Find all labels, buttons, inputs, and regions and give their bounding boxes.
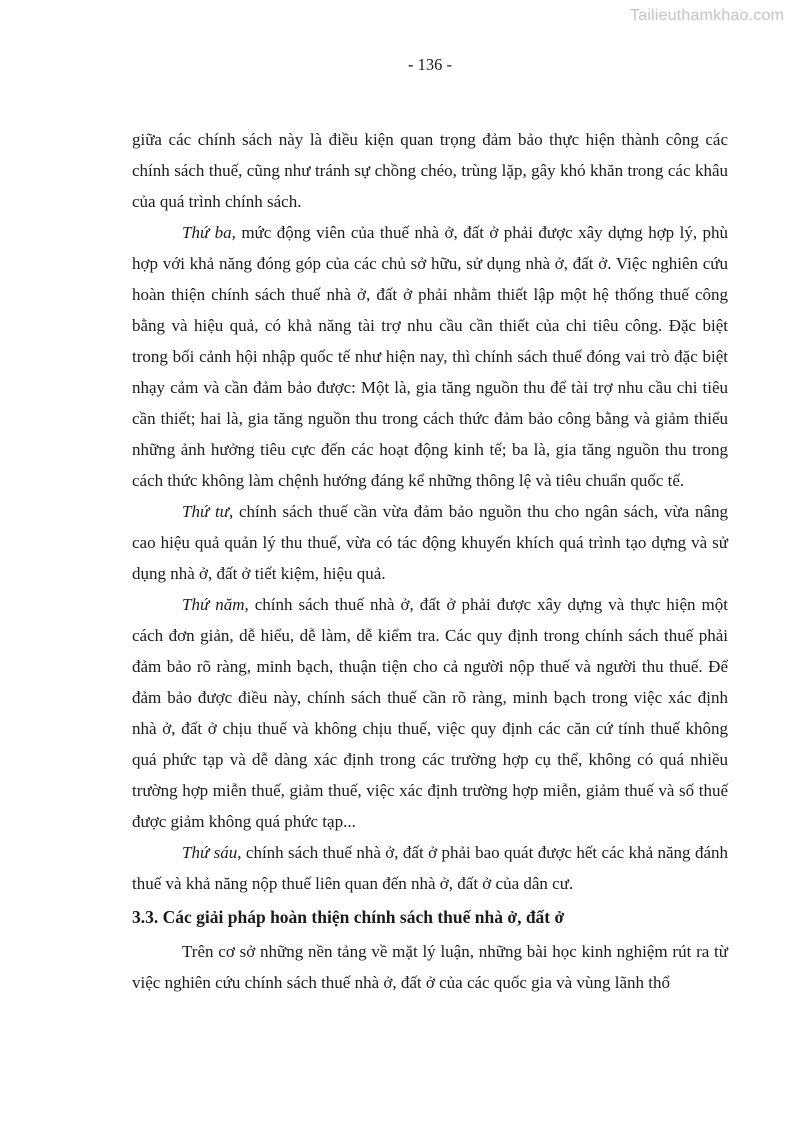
paragraph-lead-italic: Thứ tư, bbox=[182, 502, 234, 521]
page-number: - 136 - bbox=[408, 55, 452, 74]
paragraph-thu-ba bbox=[132, 217, 728, 496]
paragraph-thu-tu bbox=[132, 496, 728, 589]
paragraph-thu-sau bbox=[132, 837, 728, 899]
paragraph-text: chính sách thuế nhà ở, đất ở phải bao quát được hết các khả năng đánh thuế và khả năng nộp thuế liên quan đến nhà ở, đất ở của dân cư. bbox=[132, 843, 728, 893]
paragraph-text: giữa các chính sách này là điều kiện quan trọng đảm bảo thực hiện thành công các chính sách thuế, cũng như tránh sự chồng chéo, trùng lặp, gây khó khăn trong các khâu của quá trình chính sách. bbox=[132, 130, 728, 211]
paragraph-text: mức động viên của thuế nhà ở, đất ở phải được xây dựng hợp lý, phù hợp với khả năng đóng góp của các chủ sở hữu, sử dụng nhà ở, đất ở. Việc nghiên cứu hoàn thiện chính sách thuế nhà ở, đất ở phải nhằm thiết lập một hệ thống thuế công bằng và hiệu quả, có khả năng tài trợ nhu cầu cần thiết của chi tiêu công. Đặc biệt trong bối cảnh hội nhập quốc tế như hiện nay, thì chính sách thuế đóng vai trò đặc biệt nhạy cảm và cần đảm bảo được: Một là, gia tăng nguồn thu để tài trợ nhu cầu chi tiêu cần thiết; hai là, gia tăng nguồn thu trong cách thức đảm bảo công bằng và giảm thiểu những ảnh hưởng tiêu cực đến các hoạt động kinh tế; ba là, gia tăng nguồn thu trong cách thức không làm chệnh hướng đáng kể những thông lệ và tiêu chuẩn quốc tế. bbox=[132, 223, 728, 490]
paragraph-text: Trên cơ sở những nền tảng về mặt lý luận, những bài học kinh nghiệm rút ra từ việc nghiên cứu chính sách thuế nhà ở, đất ở của các quốc gia và vùng lãnh thổ bbox=[132, 942, 728, 992]
paragraph-continuation bbox=[132, 124, 728, 217]
paragraph-closing bbox=[132, 936, 728, 998]
paragraph-lead-italic: Thứ ba, bbox=[182, 223, 236, 242]
section-heading-3-3: 3.3. Các giải pháp hoàn thiện chính sách thuế nhà ở, đất ở bbox=[132, 907, 565, 927]
site-watermark: Tailieuthamkhao.com bbox=[629, 7, 784, 24]
paragraph-thu-nam bbox=[132, 589, 728, 837]
page-body bbox=[132, 124, 728, 998]
paragraph-lead-italic: Thứ sáu, bbox=[182, 843, 242, 862]
paragraph-text: chính sách thuế nhà ở, đất ở phải được xây dựng và thực hiện một cách đơn giản, dễ hiểu, dễ làm, dễ kiểm tra. Các quy định trong chính sách thuế phải đảm bảo rõ ràng, minh bạch, thuận tiện cho cả người nộp thuế và người thu thuế. Để đảm bảo được điều này, chính sách thuế cần rõ ràng, minh bạch trong việc xác định nhà ở, đất ở chịu thuế và không chịu thuế, việc quy định các căn cứ tính thuế không quá phức tạp và dễ dàng xác định trong các trường hợp cụ thể, không có quá nhiều trường hợp miễn thuế, giảm thuế, việc xác định trường hợp miễn, giảm thuế và số thuế được giảm không quá phức tạp... bbox=[132, 595, 728, 831]
paragraph-text: chính sách thuế cần vừa đảm bảo nguồn thu cho ngân sách, vừa nâng cao hiệu quả quản lý thu thuế, vừa có tác động khuyến khích quá trình tạo dựng và sử dụng nhà ở, đất ở tiết kiệm, hiệu quả. bbox=[132, 502, 728, 583]
paragraph-lead-italic: Thứ năm, bbox=[182, 595, 249, 614]
